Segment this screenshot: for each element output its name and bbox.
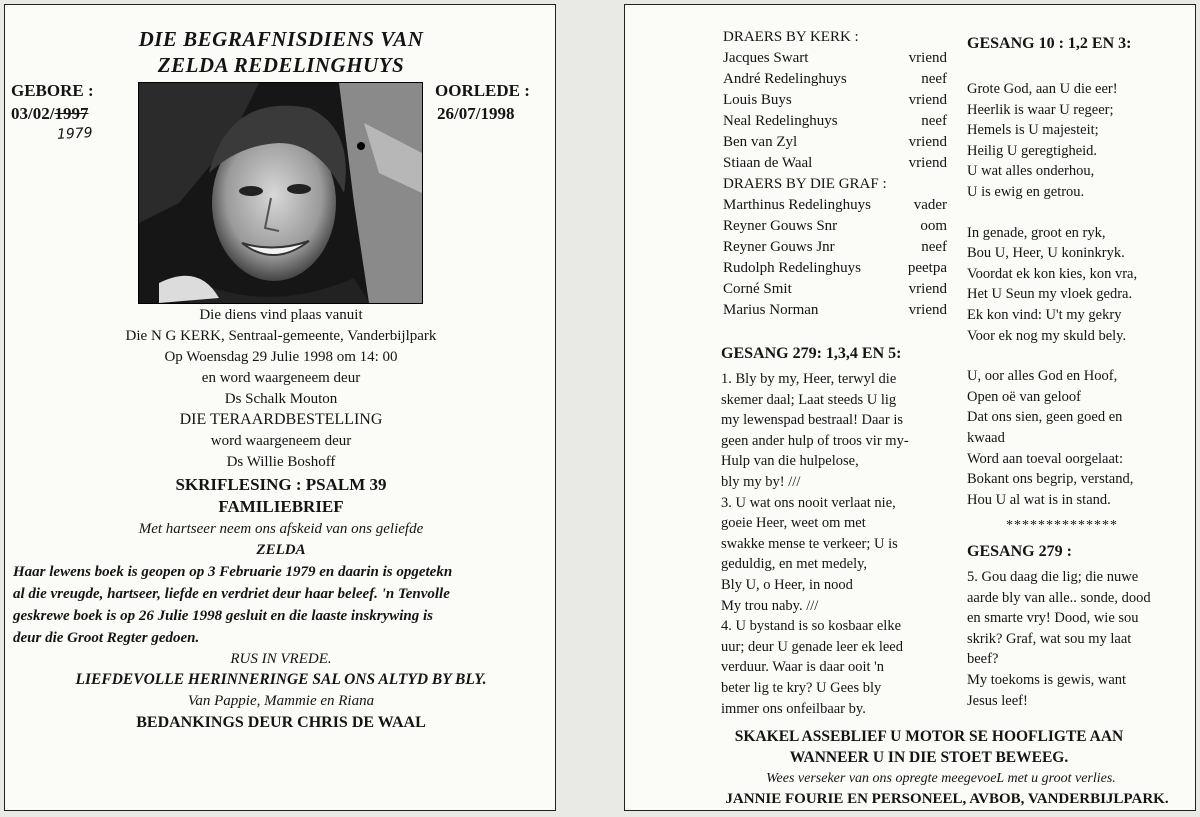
- bearer-name: Stiaan de Waal: [723, 155, 813, 171]
- bearer-relation: peetpa: [907, 260, 947, 276]
- bearer-row: [723, 90, 947, 111]
- program-line-2: Die N G KERK, Sentraal-gemeente, Vanderbijlpark: [125, 328, 437, 344]
- born-label: GEBORE :: [11, 81, 94, 100]
- bearer-relation: vader: [913, 197, 947, 213]
- bearer-name: Ben van Zyl: [723, 134, 798, 150]
- verse-line: 1. Bly by my, Heer, terwyl die: [721, 371, 897, 387]
- verse-line: U wat alles onderhou,: [967, 163, 1095, 180]
- bearers-grave-list: [723, 195, 947, 321]
- bearer-relation: vriend: [908, 50, 947, 66]
- born-date-prefix: 03/02/: [11, 104, 55, 123]
- headlights-notice-line-2: WANNEER U IN DIE STOET BEWEEG.: [789, 749, 1069, 766]
- hymn-279-continued-text: [967, 567, 1192, 711]
- portrait-photo: [138, 82, 423, 304]
- verse-line: In genade, groot en ryk,: [967, 224, 1106, 241]
- bearer-relation: neef: [921, 71, 947, 87]
- title-line-1: DIE BEGRAFNISDIENS VAN: [138, 27, 424, 51]
- verse-line: verduur. Waar is daar ooit 'n: [721, 659, 885, 676]
- verse-line: Het U Seun my vloek gedra.: [967, 286, 1133, 303]
- bearer-name: Reyner Gouws Jnr: [723, 239, 835, 255]
- verse-line: 3. U wat ons nooit verlaat nie,: [721, 494, 896, 511]
- bearer-relation: neef: [921, 239, 947, 255]
- born-year-struck: 1997: [54, 104, 89, 123]
- program-line-8: Ds Willie Boshoff: [226, 454, 336, 470]
- verse-line: Dat ons sien, geen goed en: [967, 409, 1123, 426]
- verse-line: Jesus leef!: [967, 692, 1028, 709]
- bearers-section: [723, 27, 947, 321]
- hymn-10-heading: GESANG 10 : 1,2 EN 3:: [967, 35, 1132, 52]
- family-body-line-2: al die vreugde, hartseer, liefde en verdriet deur haar beleef. 'n Tenvolle: [13, 586, 450, 602]
- verse-line: Hou U al wat is in stand.: [967, 491, 1111, 508]
- family-letter-heading: FAMILIEBRIEF: [218, 497, 344, 516]
- family-name: ZELDA: [256, 542, 306, 558]
- bearer-name: Neal Redelinghuys: [723, 113, 838, 129]
- stanza-gap: [967, 203, 1192, 223]
- memories-line: LIEFDEVOLLE HERINNERINGE SAL ONS ALTYD BY BLY.: [75, 671, 487, 688]
- bearer-relation: oom: [920, 218, 947, 234]
- verse-line: beter lig te kry? U Gees bly: [721, 679, 882, 696]
- verse-line: skrik? Graf, wat sou my laat: [967, 630, 1132, 647]
- verse-line: My trou naby. ///: [721, 597, 819, 614]
- title-line-2: ZELDA REDELINGHUYS: [157, 53, 405, 77]
- bearer-name: André Redelinghuys: [723, 71, 847, 87]
- hymn-279-text: [721, 369, 951, 719]
- star-separator: **************: [1006, 518, 1118, 533]
- bearer-relation: vriend: [908, 155, 947, 171]
- bearer-row: [723, 195, 947, 216]
- bearer-row: [723, 69, 947, 90]
- bearer-row: [723, 153, 947, 174]
- hymn-279-continued-heading: GESANG 279 :: [967, 543, 1072, 560]
- headlights-notice-line-1: SKAKEL ASSEBLIEF U MOTOR SE HOOFLIGTE AAN: [734, 728, 1124, 745]
- bearer-name: Reyner Gouws Snr: [723, 218, 838, 234]
- program-line-3: Op Woensdag 29 Julie 1998 om 14: 00: [164, 349, 398, 365]
- stanza-gap: [967, 346, 1192, 366]
- bearer-row: [723, 111, 947, 132]
- program-line-7: word waargeneem deur: [210, 433, 352, 449]
- born-year-handwritten: 1979: [56, 125, 94, 143]
- verse-line: geduldig, en met medely,: [721, 556, 868, 573]
- program-line-5: Ds Schalk Mouton: [224, 391, 338, 407]
- verse-line: swakke mense te verkeer; U is: [721, 535, 898, 552]
- bearer-row: [723, 279, 947, 300]
- bearer-name: Louis Buys: [723, 92, 792, 108]
- verse-line: Hemels is U majesteit;: [967, 122, 1099, 139]
- verse-line: Bokant ons begrip, verstand,: [967, 471, 1134, 488]
- verse-line: Voordat ek kon kies, kon vra,: [967, 265, 1138, 282]
- born-date: [11, 104, 88, 124]
- verse-line: Heerlik is waar U regeer;: [967, 101, 1114, 118]
- verse-line: Open oë van geloof: [967, 388, 1081, 405]
- bearer-name: Marthinus Redelinghuys: [723, 197, 871, 213]
- bearers-church-list: [723, 48, 947, 174]
- condolence-line: Wees verseker van ons opregte meegevoeL met u groot verlies.: [766, 771, 1116, 786]
- verse-line: aarde bly van alle.. sonde, dood: [967, 589, 1151, 606]
- hymn-10-text: [967, 79, 1192, 510]
- bearer-relation: neef: [921, 113, 947, 129]
- verse-line: beef?: [967, 651, 999, 668]
- verse-line: Ek kon vind: U't my gekry: [967, 306, 1122, 323]
- verse-line: U, oor alles God en Hoof,: [967, 368, 1118, 385]
- verse-line: Bly U, o Heer, in nood: [721, 576, 853, 593]
- verse-line: immer ons onfeilbaar by.: [721, 700, 866, 717]
- verse-line: 5. Gou daag die lig; die nuwe: [967, 569, 1139, 585]
- thanks-line: BEDANKINGS DEUR CHRIS DE WAAL: [136, 714, 426, 731]
- family-body-line-4: deur die Groot Regter gedoen.: [13, 630, 200, 646]
- bearer-row: [723, 237, 947, 258]
- verse-line: my lewenspad bestraal! Daar is: [721, 412, 903, 429]
- undertaker-line: JANNIE FOURIE EN PERSONEEL, AVBOB, VANDERBIJLPARK.: [725, 791, 1169, 807]
- died-date: 26/07/1998: [437, 104, 515, 123]
- family-intro: Met hartseer neem ons afskeid van ons geliefde: [138, 521, 424, 537]
- bearers-grave-heading: DRAERS BY DIE GRAF :: [723, 176, 887, 192]
- bearer-name: Jacques Swart: [723, 50, 809, 66]
- verse-line: Hulp van die hulpelose,: [721, 453, 859, 470]
- bearer-relation: vriend: [908, 134, 947, 150]
- verse-line: uur; deur U genade leer ek leed: [721, 638, 903, 655]
- family-body-line-3: geskrewe boek is op 26 Julie 1998 gesluit en die laaste inskrywing is: [13, 608, 434, 624]
- program-line-4: en word waargeneem deur: [201, 370, 361, 386]
- bearer-name: Corné Smit: [723, 281, 792, 297]
- right-page: [624, 4, 1196, 811]
- died-label: OORLEDE :: [435, 81, 530, 100]
- verse-line: Heilig U geregtigheid.: [967, 142, 1098, 159]
- bearer-name: Marius Norman: [723, 302, 819, 318]
- hymn-279-heading: GESANG 279: 1,3,4 EN 5:: [721, 345, 902, 362]
- verse-line: bly my by! ///: [721, 473, 801, 490]
- verse-line: Word aan toeval oorgelaat:: [967, 450, 1123, 467]
- verse-line: en smarte vry! Dood, wie sou: [967, 610, 1139, 627]
- bearer-row: [723, 48, 947, 69]
- verse-line: goeie Heer, weet om met: [721, 515, 866, 532]
- bearer-relation: vriend: [908, 92, 947, 108]
- bearer-relation: vriend: [908, 302, 947, 318]
- program-line-1: Die diens vind plaas vanuit: [199, 307, 363, 323]
- verse-line: My toekoms is gewis, want: [967, 671, 1127, 688]
- verse-line: Voor ek nog my skuld bely.: [967, 327, 1127, 344]
- verse-line: Bou U, Heer, U koninkryk.: [967, 245, 1125, 262]
- scripture-reading: SKRIFLESING : PSALM 39: [175, 475, 387, 494]
- verse-line: U is ewig en getrou.: [967, 183, 1085, 200]
- verse-line: geen ander hulp of troos vir my-: [721, 432, 909, 449]
- verse-line: Grote God, aan U die eer!: [967, 81, 1118, 97]
- program-line-6: DIE TERAARDBESTELLING: [179, 411, 383, 428]
- portrait-image: [139, 83, 422, 303]
- bearer-row: [723, 216, 947, 237]
- bearers-church-heading: DRAERS BY KERK :: [723, 29, 859, 45]
- bearer-relation: vriend: [908, 281, 947, 297]
- from-family: Van Pappie, Mammie en Riana: [187, 693, 375, 709]
- bearer-row: [723, 258, 947, 279]
- verse-line: kwaad: [967, 429, 1005, 446]
- bearer-row: [723, 300, 947, 321]
- verse-line: skemer daal; Laat steeds U lig: [721, 391, 897, 408]
- rest-in-peace: RUS IN VREDE.: [230, 651, 332, 667]
- bearer-name: Rudolph Redelinghuys: [723, 260, 861, 276]
- verse-line: 4. U bystand is so kosbaar elke: [721, 618, 902, 635]
- left-page: [4, 4, 556, 811]
- bearer-row: [723, 132, 947, 153]
- family-body-line-1: Haar lewens boek is geopen op 3 Februarie 1979 en daarin is opgetekn: [13, 564, 453, 580]
